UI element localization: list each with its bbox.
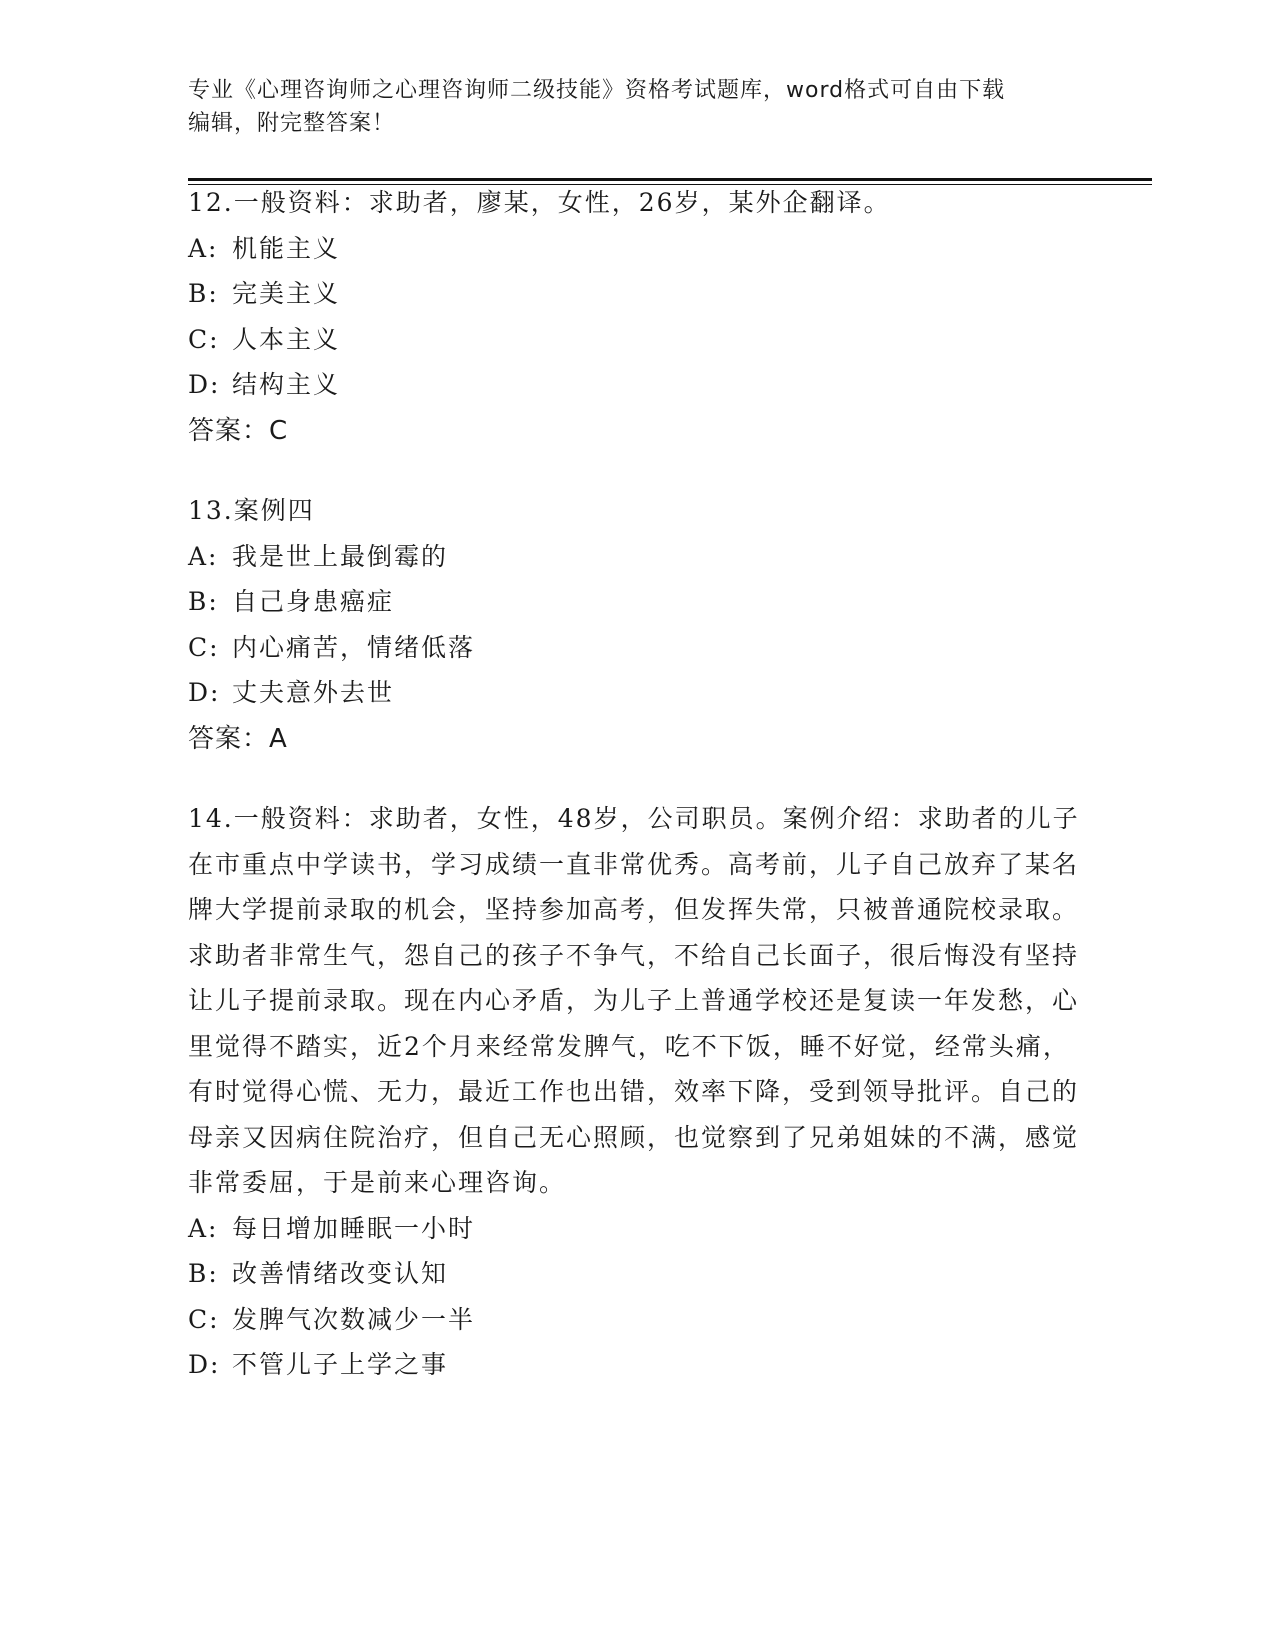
option-a (188, 534, 1088, 580)
option-key: B: (188, 279, 219, 308)
option-text: 人本主义 (232, 324, 341, 354)
option-key: B: (188, 587, 219, 616)
question-stem: 12.一般资料：求助者，廖某，女性，26岁，某外企翻译。 (188, 188, 891, 217)
option-key: D: (188, 370, 221, 399)
option-d (188, 670, 1088, 716)
option-b (188, 271, 1088, 317)
option-key: B: (188, 1259, 219, 1288)
option-key: A: (188, 541, 219, 571)
question-13 (188, 488, 1088, 762)
option-c (188, 625, 1088, 671)
option-text: 丈夫意外去世 (232, 678, 395, 707)
option-key: D: (188, 1350, 221, 1379)
option-a (188, 226, 1088, 272)
option-key: C: (188, 632, 220, 662)
option-text: 自己身患癌症 (232, 587, 395, 616)
option-text: 机能主义 (232, 233, 341, 263)
question-stem: 14.一般资料：求助者，女性，48岁，公司职员。案例介绍：求助者的儿子在市重点中学读书，学习成绩一直非常优秀。高考前，儿子自己放弃了某名牌大学提前录取的机会，坚持参加高考，但发挥失常，只被普通院校录取。求助者非常生气，怨自己的孩子不争气，不给自己长面子，很后悔没有坚持让儿子提前录取。现在内心矛盾，为儿子上普通学校还是复读一年发愁，心里觉得不踏实，近2个月来经常发脾气，吃不下饭，睡不好觉，经常头痛，有时觉得心慌、无力，最近工作也出错，效率下降，受到领导批评。自己的母亲又因病住院治疗，但自己无心照顾，也觉察到了兄弟姐妹的不满，感觉非常委屈，于是前来心理咨询。 (188, 804, 1080, 1197)
option-a (188, 1206, 1088, 1252)
option-text: 完美主义 (232, 279, 341, 308)
option-d (188, 1342, 1088, 1388)
header-line-1: 专业《心理咨询师之心理咨询师二级技能》资格考试题库，word格式可自由下载 (188, 78, 1006, 103)
option-text: 不管儿子上学之事 (232, 1350, 449, 1379)
answer-line: 答案：C (188, 415, 289, 446)
option-b (188, 579, 1088, 625)
answer-line: 答案：A (188, 723, 288, 754)
option-key: A: (188, 233, 219, 263)
option-key: C: (188, 1304, 220, 1334)
question-12 (188, 180, 1088, 454)
option-text: 改善情绪改变认知 (232, 1259, 449, 1288)
option-b (188, 1251, 1088, 1297)
option-text: 每日增加睡眠一小时 (232, 1213, 476, 1243)
option-text: 我是世上最倒霉的 (232, 541, 449, 571)
document-header (188, 74, 1088, 140)
option-text: 发脾气次数减少一半 (232, 1304, 476, 1334)
option-key: C: (188, 324, 220, 354)
question-14 (188, 796, 1088, 1388)
option-c (188, 1297, 1088, 1343)
option-d (188, 362, 1088, 408)
option-c (188, 317, 1088, 363)
option-key: D: (188, 678, 221, 707)
option-key: A: (188, 1213, 219, 1243)
header-line-2: 编辑，附完整答案！ (188, 111, 396, 136)
question-stem: 13.案例四 (188, 496, 315, 525)
option-text: 内心痛苦，情绪低落 (232, 632, 476, 662)
option-text: 结构主义 (232, 370, 341, 399)
